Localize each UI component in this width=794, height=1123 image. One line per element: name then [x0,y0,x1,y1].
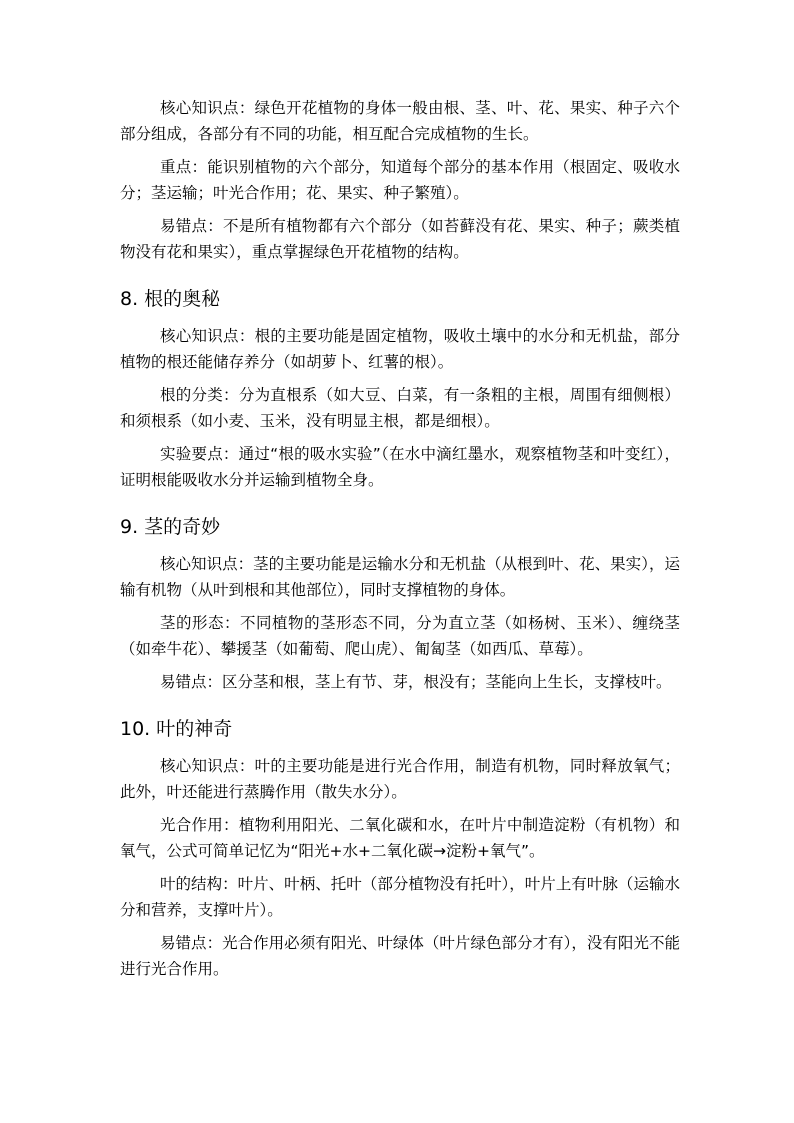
section-8-heading: 8. 根的奥秘 [120,288,221,310]
section-10-mistake-paragraph: 易错点：光合作用必须有阳光、叶绿体（叶片绿色部分才有），没有阳光不能进行光合作用。 [120,934,680,978]
section-9-mistake-paragraph: 易错点：区分茎和根，茎上有节、芽，根没有；茎能向上生长，支撑枝叶。 [160,673,672,691]
section-10-heading: 10. 叶的神奇 [120,718,233,740]
document-page [120,95,680,989]
section-10-structure-paragraph: 叶的结构：叶片、叶柄、托叶（部分植物没有托叶），叶片上有叶脉（运输水分和营养，支撑叶片）。 [120,875,680,919]
section-8-classification-paragraph: 根的分类：分为直根系（如大豆、白菜，有一条粗的主根，周围有细侧根）和须根系（如小麦、玉米，没有明显主根，都是细根）。 [120,386,680,430]
intro-core-paragraph: 核心知识点：绿色开花植物的身体一般由根、茎、叶、花、果实、种子六个部分组成，各部分有不同的功能，相互配合完成植物的生长。 [120,99,680,143]
section-8-core-paragraph: 核心知识点：根的主要功能是固定植物，吸收土壤中的水分和无机盐，部分植物的根还能储存养分（如胡萝卜、红薯的根）。 [120,327,680,371]
section-10-photosynthesis-paragraph: 光合作用：植物利用阳光、二氧化碳和水，在叶片中制造淀粉（有机物）和氧气，公式可简单记忆为“阳光+水+二氧化碳→淀粉+氧气”。 [120,816,680,860]
section-9-heading: 9. 茎的奇妙 [120,516,221,538]
section-9-core-paragraph: 核心知识点：茎的主要功能是运输水分和无机盐（从根到叶、花、果实），运输有机物（从叶到根和其他部位），同时支撑植物的身体。 [120,555,680,599]
section-8-experiment-paragraph: 实验要点：通过“根的吸水实验”（在水中滴红墨水，观察植物茎和叶变红），证明根能吸收水分并运输到植物全身。 [120,445,680,489]
section-10-core-paragraph: 核心知识点：叶的主要功能是进行光合作用，制造有机物，同时释放氧气；此外，叶还能进行蒸腾作用（散失水分）。 [120,757,680,801]
intro-mistake-paragraph: 易错点：不是所有植物都有六个部分（如苔藓没有花、果实、种子；蕨类植物没有花和果实），重点掌握绿色开花植物的结构。 [120,217,680,261]
intro-key-paragraph: 重点：能识别植物的六个部分，知道每个部分的基本作用（根固定、吸收水分；茎运输；叶光合作用；花、果实、种子繁殖）。 [120,158,680,202]
section-9-form-paragraph: 茎的形态：不同植物的茎形态不同，分为直立茎（如杨树、玉米）、缠绕茎（如牵牛花）、攀援茎（如葡萄、爬山虎）、匍匐茎（如西瓜、草莓）。 [120,614,680,658]
